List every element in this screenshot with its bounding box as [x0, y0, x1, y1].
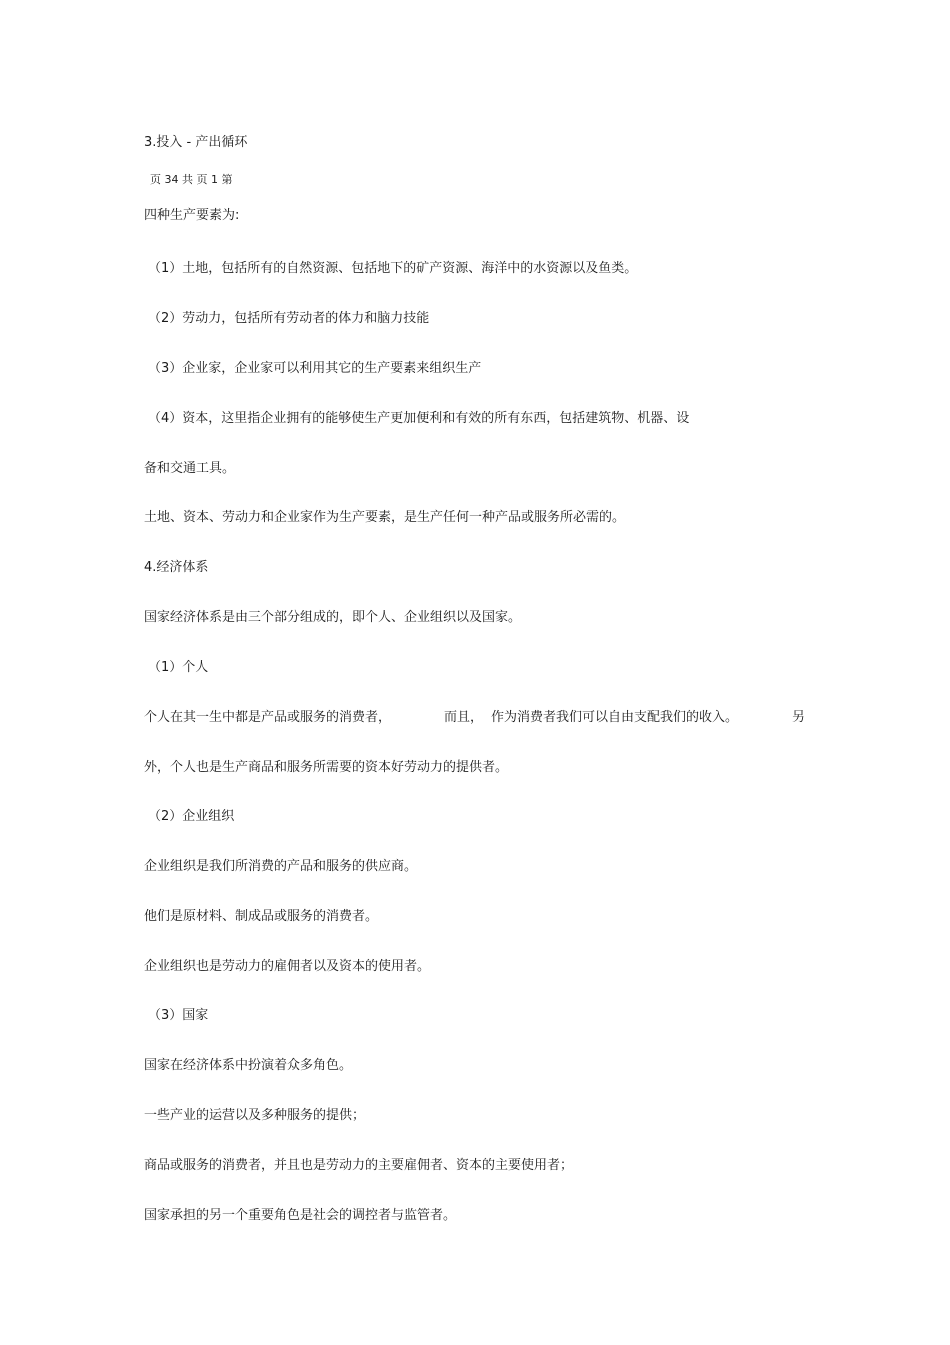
factor-item-entrepreneur: （3）企业家，企业家可以利用其它的生产要素来组织生产	[148, 361, 482, 376]
state-line-2: 一些产业的运营以及多种服务的提供；	[144, 1108, 366, 1123]
individual-paragraph-line-2: 外，个人也是生产商品和服务所需要的资本好劳动力的提供者。	[144, 760, 509, 775]
economic-system-intro: 国家经济体系是由三个部分组成的，即个人、企业组织以及国家。	[144, 610, 522, 625]
section-3-heading: 3.投入 - 产出循环	[144, 135, 248, 150]
individual-line-1-part-2: 而且，	[444, 710, 484, 725]
factors-summary: 土地、资本、劳动力和企业家作为生产要素，是生产任何一种产品或服务所必需的。	[144, 510, 626, 525]
individual-line-1-part-4: 另	[792, 710, 806, 725]
factor-item-labor: （2）劳动力，包括所有劳动者的体力和脑力技能	[148, 311, 430, 326]
state-heading: （3）国家	[148, 1008, 209, 1023]
factors-intro: 四种生产要素为:	[144, 208, 240, 223]
factor-item-capital-continued: 备和交通工具。	[144, 461, 236, 476]
enterprise-line-2: 他们是原材料、制成品或服务的消费者。	[144, 909, 379, 924]
enterprise-line-3: 企业组织也是劳动力的雇佣者以及资本的使用者。	[144, 959, 431, 974]
factor-item-capital: （4）资本，这里指企业拥有的能够使生产更加便利和有效的所有东西，包括建筑物、机器、设	[148, 411, 690, 426]
section-4-heading: 4.经济体系	[144, 560, 209, 575]
enterprise-line-1: 企业组织是我们所消费的产品和服务的供应商。	[144, 859, 418, 874]
factor-item-land: （1）土地，包括所有的自然资源、包括地下的矿产资源、海洋中的水资源以及鱼类。	[148, 261, 638, 276]
page-marker: 页 34 共 页 1 第	[150, 173, 233, 186]
individual-heading: （1）个人	[148, 660, 209, 675]
individual-line-1-part-1: 个人在其一生中都是产品或服务的消费者，	[144, 710, 392, 725]
state-line-1: 国家在经济体系中扮演着众多角色。	[144, 1058, 353, 1073]
individual-line-1-part-3: 作为消费者我们可以自由支配我们的收入。	[491, 710, 739, 725]
state-line-4: 国家承担的另一个重要角色是社会的调控者与监管者。	[144, 1208, 457, 1223]
enterprise-heading: （2）企业组织	[148, 809, 235, 824]
state-line-3: 商品或服务的消费者，并且也是劳动力的主要雇佣者、资本的主要使用者；	[144, 1158, 574, 1173]
